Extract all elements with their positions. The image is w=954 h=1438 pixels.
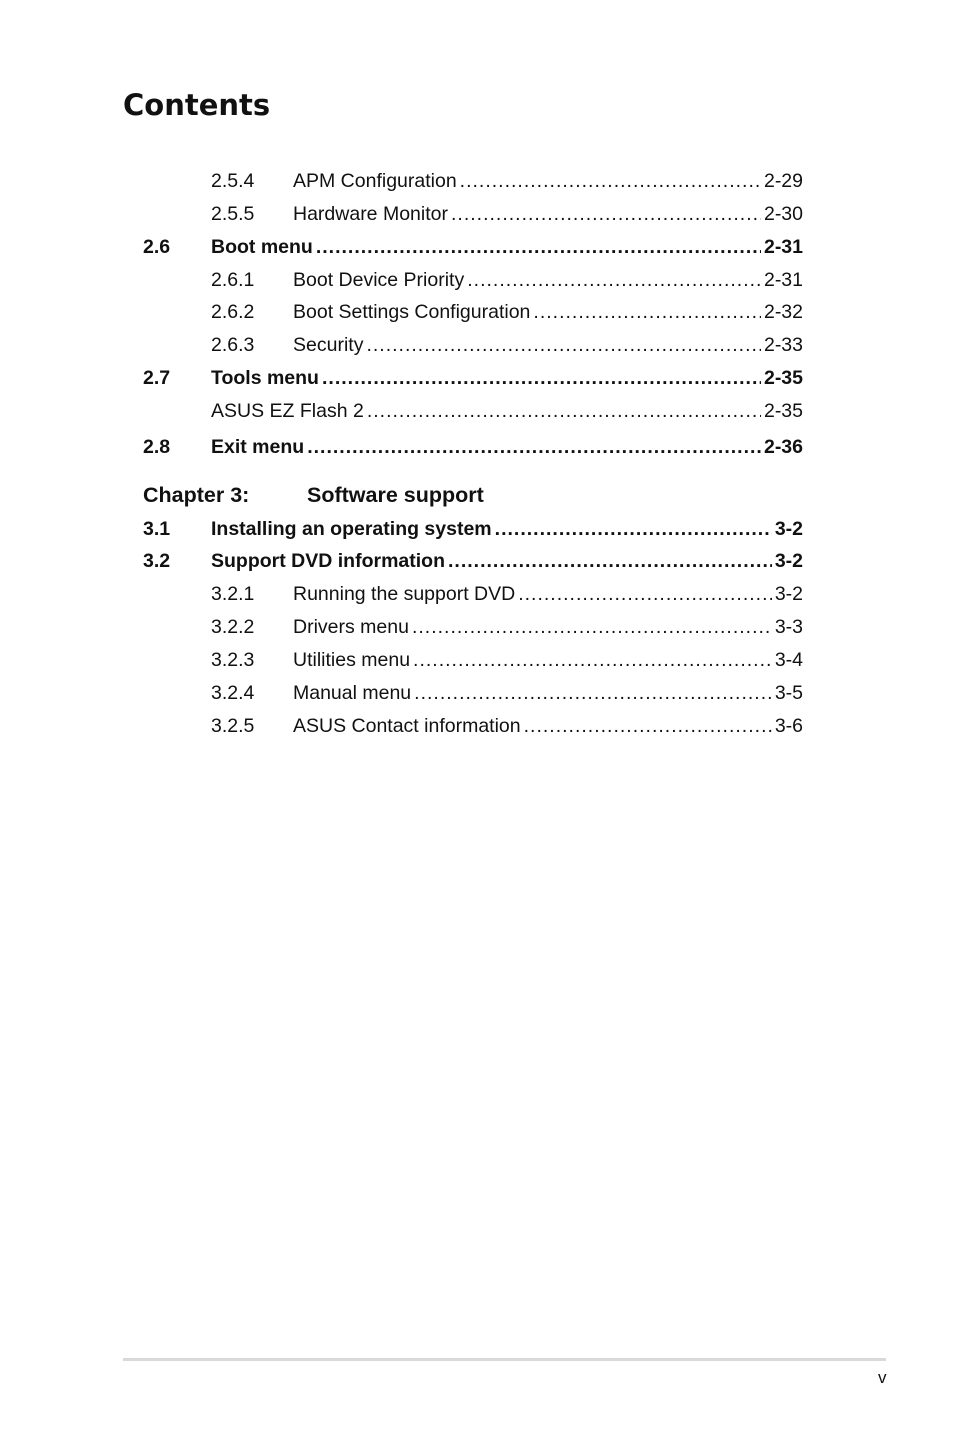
entry-page: 3-2 xyxy=(774,518,803,540)
dot-leader xyxy=(412,614,772,640)
entry-label: Boot menu xyxy=(211,236,313,258)
entry-page: 2-32 xyxy=(763,301,803,323)
toc-entry-3-2[interactable] xyxy=(0,548,954,574)
entry-number: 2.6 xyxy=(143,236,171,258)
entry-number: 3.2.4 xyxy=(211,682,255,704)
dot-leader xyxy=(451,201,761,227)
entry-label: Manual menu xyxy=(293,682,412,704)
entry-number: 3.2.1 xyxy=(211,583,255,605)
dot-leader xyxy=(316,234,761,260)
toc-entry-2-5-5[interactable] xyxy=(0,201,954,227)
entry-page: 3-3 xyxy=(774,616,803,638)
chapter-title: Software support xyxy=(307,483,484,507)
entry-number: 3.1 xyxy=(143,518,171,540)
entry-number: 2.6.2 xyxy=(211,301,255,323)
toc-entry-2-6-1[interactable] xyxy=(0,267,954,293)
entry-page: 2-31 xyxy=(763,236,803,258)
toc-entry-3-2-3[interactable] xyxy=(0,647,954,673)
entry-page: 3-2 xyxy=(774,550,803,572)
entry-label: Drivers menu xyxy=(293,616,409,638)
page-number: v xyxy=(878,1368,887,1387)
toc-entry-2-7[interactable] xyxy=(0,365,954,391)
entry-label: Exit menu xyxy=(211,436,305,458)
dot-leader xyxy=(413,647,772,673)
entry-label: Tools menu xyxy=(211,367,319,389)
entry-page: 3-6 xyxy=(774,715,803,737)
entry-label: Support DVD information xyxy=(211,550,445,572)
entry-number: 3.2.3 xyxy=(211,649,255,671)
entry-page: 2-35 xyxy=(763,400,803,422)
toc-entry-3-2-1[interactable] xyxy=(0,581,954,607)
dot-leader xyxy=(322,365,761,391)
toc-entry-2-8[interactable] xyxy=(0,434,954,460)
entry-label: Boot Settings Configuration xyxy=(293,301,531,323)
entry-number: 2.6.3 xyxy=(211,334,255,356)
entry-number: 3.2.2 xyxy=(211,616,255,638)
entry-page: 2-30 xyxy=(763,203,803,225)
entry-page: 2-31 xyxy=(763,269,803,291)
toc-entry-asus-ez-flash-2[interactable] xyxy=(0,398,954,424)
entry-label: Hardware Monitor xyxy=(293,203,448,225)
entry-number: 3.2.5 xyxy=(211,715,255,737)
toc-entry-2-6-3[interactable] xyxy=(0,332,954,358)
toc-entry-3-2-4[interactable] xyxy=(0,680,954,706)
page-title: Contents xyxy=(123,88,271,122)
dot-leader xyxy=(448,548,772,574)
entry-label: APM Configuration xyxy=(293,170,457,192)
entry-label: Utilities menu xyxy=(293,649,411,671)
entry-page: 2-36 xyxy=(763,436,803,458)
entry-number: 3.2 xyxy=(143,550,171,572)
entry-number: 2.5.4 xyxy=(211,170,255,192)
toc-entry-3-2-2[interactable] xyxy=(0,614,954,640)
toc-entry-3-2-5[interactable] xyxy=(0,713,954,739)
entry-label: Installing an operating system xyxy=(211,518,492,540)
dot-leader xyxy=(495,516,772,542)
entry-page: 3-2 xyxy=(774,583,803,605)
entry-label: Security xyxy=(293,334,364,356)
footer-rule xyxy=(123,1358,886,1361)
dot-leader xyxy=(518,581,772,607)
dot-leader xyxy=(533,299,761,325)
dot-leader xyxy=(467,267,761,293)
dot-leader xyxy=(460,168,761,194)
toc-entry-2-6-2[interactable] xyxy=(0,299,954,325)
dot-leader xyxy=(307,434,761,460)
entry-label: Boot Device Priority xyxy=(293,269,465,291)
entry-page: 3-4 xyxy=(774,649,803,671)
chapter-number: Chapter 3: xyxy=(143,483,250,507)
dot-leader xyxy=(366,332,761,358)
entry-page: 2-29 xyxy=(763,170,803,192)
entry-label: ASUS Contact information xyxy=(293,715,521,737)
dot-leader xyxy=(524,713,772,739)
toc-entry-2-5-4[interactable] xyxy=(0,168,954,194)
toc-entry-2-6[interactable] xyxy=(0,234,954,260)
entry-label: ASUS EZ Flash 2 xyxy=(211,400,364,422)
dot-leader xyxy=(367,398,761,424)
entry-number: 2.8 xyxy=(143,436,171,458)
entry-page: 2-35 xyxy=(763,367,803,389)
entry-number: 2.5.5 xyxy=(211,203,255,225)
entry-label: Running the support DVD xyxy=(293,583,516,605)
entry-page: 2-33 xyxy=(763,334,803,356)
entry-number: 2.7 xyxy=(143,367,171,389)
entry-page: 3-5 xyxy=(774,682,803,704)
dot-leader xyxy=(414,680,772,706)
entry-number: 2.6.1 xyxy=(211,269,255,291)
toc-entry-3-1[interactable] xyxy=(0,516,954,542)
